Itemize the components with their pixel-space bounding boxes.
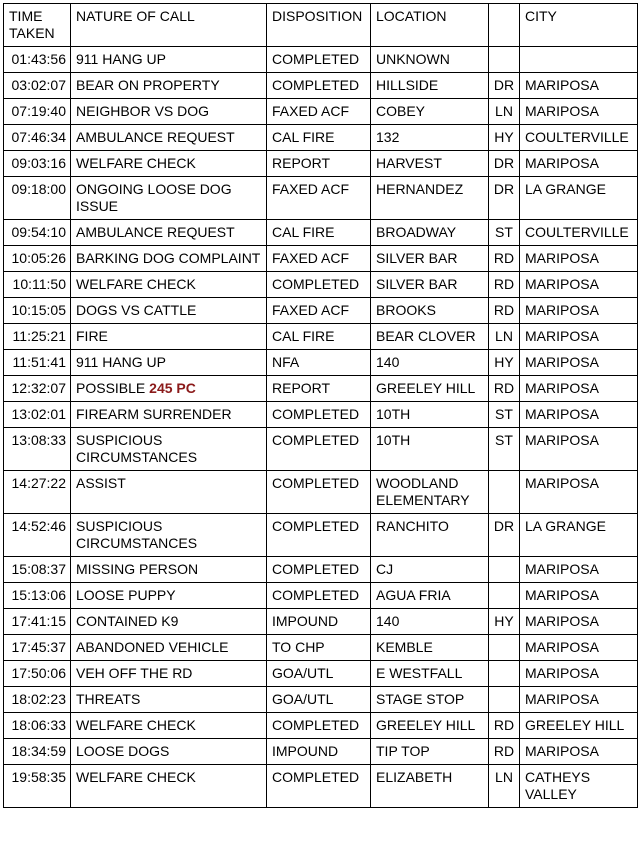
cell-disposition: COMPLETED	[267, 713, 371, 739]
nature-text: WELFARE CHECK	[76, 155, 196, 171]
header-city: CITY	[520, 4, 638, 47]
table-row	[4, 635, 638, 661]
cell-nature	[71, 125, 267, 151]
cell-disposition: CAL FIRE	[267, 125, 371, 151]
cell-disposition: FAXED ACF	[267, 177, 371, 220]
table-row	[4, 514, 638, 557]
cell-nature	[71, 713, 267, 739]
table-row	[4, 402, 638, 428]
table-row	[4, 246, 638, 272]
cell-nature	[71, 635, 267, 661]
cell-suffix	[489, 687, 520, 713]
cell-location: HILLSIDE	[371, 73, 489, 99]
cell-suffix: DR	[489, 73, 520, 99]
cell-location: COBEY	[371, 99, 489, 125]
cell-disposition: COMPLETED	[267, 514, 371, 557]
cell-suffix: ST	[489, 428, 520, 471]
cell-location: RANCHITO	[371, 514, 489, 557]
cell-suffix: RD	[489, 246, 520, 272]
cell-time: 11:51:41	[4, 350, 71, 376]
cell-suffix: ST	[489, 402, 520, 428]
cell-city: MARIPOSA	[520, 402, 638, 428]
cell-suffix: RD	[489, 272, 520, 298]
cell-disposition: REPORT	[267, 376, 371, 402]
cell-time: 09:18:00	[4, 177, 71, 220]
nature-text: ABANDONED VEHICLE	[76, 639, 229, 655]
header-suffix	[489, 4, 520, 47]
table-row	[4, 713, 638, 739]
header-row	[4, 4, 638, 47]
nature-text: WELFARE CHECK	[76, 717, 196, 733]
cell-nature	[71, 272, 267, 298]
cell-suffix	[489, 661, 520, 687]
cell-suffix	[489, 557, 520, 583]
cell-nature	[71, 350, 267, 376]
table-row	[4, 583, 638, 609]
cell-location: GREELEY HILL	[371, 713, 489, 739]
cell-location: GREELEY HILL	[371, 376, 489, 402]
cell-time: 10:15:05	[4, 298, 71, 324]
cell-suffix: RD	[489, 376, 520, 402]
cell-suffix: HY	[489, 350, 520, 376]
cell-nature	[71, 246, 267, 272]
cell-suffix	[489, 583, 520, 609]
cell-location: TIP TOP	[371, 739, 489, 765]
table-row	[4, 220, 638, 246]
cell-suffix	[489, 471, 520, 514]
cell-suffix: RD	[489, 739, 520, 765]
cell-city: MARIPOSA	[520, 246, 638, 272]
nature-text: THREATS	[76, 691, 141, 707]
cell-city: LA GRANGE	[520, 514, 638, 557]
penal-code: 245 PC	[149, 380, 196, 396]
cell-city: MARIPOSA	[520, 557, 638, 583]
cell-disposition: CAL FIRE	[267, 220, 371, 246]
nature-text: WELFARE CHECK	[76, 276, 196, 292]
call-log	[3, 3, 638, 808]
cell-disposition: FAXED ACF	[267, 298, 371, 324]
nature-text: LOOSE DOGS	[76, 743, 170, 759]
table-row	[4, 73, 638, 99]
cell-time: 13:02:01	[4, 402, 71, 428]
cell-time: 17:45:37	[4, 635, 71, 661]
cell-suffix: RD	[489, 298, 520, 324]
cell-time: 07:46:34	[4, 125, 71, 151]
table-row	[4, 687, 638, 713]
table-row	[4, 376, 638, 402]
cell-city: GREELEY HILL	[520, 713, 638, 739]
cell-disposition: GOA/UTL	[267, 661, 371, 687]
table-row	[4, 428, 638, 471]
cell-suffix	[489, 47, 520, 73]
cell-time: 15:13:06	[4, 583, 71, 609]
cell-location: 10TH	[371, 402, 489, 428]
cell-disposition: COMPLETED	[267, 428, 371, 471]
cell-suffix: LN	[489, 765, 520, 808]
cell-location: KEMBLE	[371, 635, 489, 661]
table-row	[4, 739, 638, 765]
cell-city	[520, 47, 638, 73]
cell-suffix: LN	[489, 324, 520, 350]
nature-text: CONTAINED K9	[76, 613, 179, 629]
cell-disposition: COMPLETED	[267, 47, 371, 73]
nature-text: BEAR ON PROPERTY	[76, 77, 220, 93]
cell-city: MARIPOSA	[520, 661, 638, 687]
cell-location: AGUA FRIA	[371, 583, 489, 609]
cell-city: LA GRANGE	[520, 177, 638, 220]
cell-time: 18:34:59	[4, 739, 71, 765]
cell-nature	[71, 73, 267, 99]
cell-city: MARIPOSA	[520, 272, 638, 298]
cell-time: 18:02:23	[4, 687, 71, 713]
cell-location: 10TH	[371, 428, 489, 471]
cell-nature	[71, 765, 267, 808]
nature-text: POSSIBLE	[76, 380, 150, 396]
table-row	[4, 324, 638, 350]
cell-city: CATHEYS VALLEY	[520, 765, 638, 808]
nature-text: AMBULANCE REQUEST	[76, 224, 235, 240]
cell-time: 11:25:21	[4, 324, 71, 350]
cell-nature	[71, 151, 267, 177]
cell-location: BEAR CLOVER	[371, 324, 489, 350]
table-row	[4, 471, 638, 514]
cell-nature	[71, 324, 267, 350]
header-location: LOCATION	[371, 4, 489, 47]
table-row	[4, 99, 638, 125]
cell-nature	[71, 298, 267, 324]
nature-text: MISSING PERSON	[76, 561, 199, 577]
cell-city: MARIPOSA	[520, 739, 638, 765]
cell-nature	[71, 428, 267, 471]
cell-nature	[71, 471, 267, 514]
cell-time: 10:05:26	[4, 246, 71, 272]
cell-city: MARIPOSA	[520, 583, 638, 609]
cell-city: MARIPOSA	[520, 99, 638, 125]
cell-city: MARIPOSA	[520, 428, 638, 471]
nature-text: WELFARE CHECK	[76, 769, 196, 785]
cell-suffix: DR	[489, 514, 520, 557]
header-disposition: DISPOSITION	[267, 4, 371, 47]
cell-disposition: NFA	[267, 350, 371, 376]
cell-city: MARIPOSA	[520, 635, 638, 661]
cell-city: COULTERVILLE	[520, 220, 638, 246]
cell-time: 12:32:07	[4, 376, 71, 402]
cell-time: 19:58:35	[4, 765, 71, 808]
cell-location: 140	[371, 350, 489, 376]
cell-nature	[71, 583, 267, 609]
cell-disposition: COMPLETED	[267, 402, 371, 428]
table-row	[4, 177, 638, 220]
cell-city: MARIPOSA	[520, 376, 638, 402]
call-log-table	[3, 3, 638, 808]
nature-text: VEH OFF THE RD	[76, 665, 193, 681]
cell-time: 09:03:16	[4, 151, 71, 177]
table-row	[4, 350, 638, 376]
cell-disposition: FAXED ACF	[267, 99, 371, 125]
table-row	[4, 765, 638, 808]
cell-disposition: IMPOUND	[267, 609, 371, 635]
cell-location: SILVER BAR	[371, 272, 489, 298]
cell-disposition: REPORT	[267, 151, 371, 177]
cell-location: BROOKS	[371, 298, 489, 324]
cell-disposition: FAXED ACF	[267, 246, 371, 272]
cell-city: MARIPOSA	[520, 609, 638, 635]
cell-disposition: IMPOUND	[267, 739, 371, 765]
nature-text: DOGS VS CATTLE	[76, 302, 197, 318]
table-row	[4, 272, 638, 298]
cell-suffix: HY	[489, 609, 520, 635]
cell-time: 03:02:07	[4, 73, 71, 99]
table-row	[4, 661, 638, 687]
table-body	[4, 47, 638, 808]
cell-nature	[71, 220, 267, 246]
cell-time: 10:11:50	[4, 272, 71, 298]
cell-time: 17:41:15	[4, 609, 71, 635]
cell-disposition: COMPLETED	[267, 583, 371, 609]
cell-city: MARIPOSA	[520, 151, 638, 177]
table-row	[4, 47, 638, 73]
nature-text: 911 HANG UP	[76, 51, 166, 67]
cell-suffix	[489, 635, 520, 661]
cell-suffix: LN	[489, 99, 520, 125]
cell-location: WOODLAND ELEMENTARY	[371, 471, 489, 514]
cell-time: 09:54:10	[4, 220, 71, 246]
cell-disposition: GOA/UTL	[267, 687, 371, 713]
cell-time: 17:50:06	[4, 661, 71, 687]
header-time: TIME TAKEN	[4, 4, 71, 47]
table-row	[4, 557, 638, 583]
cell-city: MARIPOSA	[520, 350, 638, 376]
cell-location: SILVER BAR	[371, 246, 489, 272]
cell-location: BROADWAY	[371, 220, 489, 246]
cell-city: MARIPOSA	[520, 687, 638, 713]
cell-city: MARIPOSA	[520, 73, 638, 99]
nature-text: AMBULANCE REQUEST	[76, 129, 235, 145]
nature-text: ONGOING LOOSE DOG ISSUE	[76, 181, 232, 214]
cell-location: CJ	[371, 557, 489, 583]
cell-location: ELIZABETH	[371, 765, 489, 808]
cell-location: 132	[371, 125, 489, 151]
cell-city: COULTERVILLE	[520, 125, 638, 151]
cell-nature	[71, 739, 267, 765]
cell-location: HARVEST	[371, 151, 489, 177]
cell-disposition: COMPLETED	[267, 272, 371, 298]
cell-time: 14:27:22	[4, 471, 71, 514]
cell-time: 14:52:46	[4, 514, 71, 557]
cell-suffix: HY	[489, 125, 520, 151]
nature-text: NEIGHBOR VS DOG	[76, 103, 210, 119]
cell-nature	[71, 609, 267, 635]
table-row	[4, 609, 638, 635]
cell-city: MARIPOSA	[520, 471, 638, 514]
cell-time: 15:08:37	[4, 557, 71, 583]
cell-nature	[71, 687, 267, 713]
cell-time: 01:43:56	[4, 47, 71, 73]
nature-text: SUSPICIOUS CIRCUMSTANCES	[76, 518, 198, 551]
cell-location: HERNANDEZ	[371, 177, 489, 220]
nature-text: FIRE	[76, 328, 108, 344]
cell-suffix: DR	[489, 151, 520, 177]
cell-disposition: COMPLETED	[267, 557, 371, 583]
cell-nature	[71, 177, 267, 220]
cell-time: 18:06:33	[4, 713, 71, 739]
cell-suffix: ST	[489, 220, 520, 246]
cell-city: MARIPOSA	[520, 324, 638, 350]
cell-nature	[71, 557, 267, 583]
table-row	[4, 298, 638, 324]
table-row	[4, 125, 638, 151]
cell-location: E WESTFALL	[371, 661, 489, 687]
nature-text: SUSPICIOUS CIRCUMSTANCES	[76, 432, 198, 465]
cell-disposition: COMPLETED	[267, 765, 371, 808]
cell-location: UNKNOWN	[371, 47, 489, 73]
cell-nature	[71, 661, 267, 687]
cell-disposition: TO CHP	[267, 635, 371, 661]
cell-time: 07:19:40	[4, 99, 71, 125]
cell-suffix: DR	[489, 177, 520, 220]
cell-time: 13:08:33	[4, 428, 71, 471]
nature-text: FIREARM SURRENDER	[76, 406, 232, 422]
cell-nature	[71, 402, 267, 428]
nature-text: ASSIST	[76, 475, 126, 491]
header-nature: NATURE OF CALL	[71, 4, 267, 47]
cell-disposition: CAL FIRE	[267, 324, 371, 350]
cell-location: STAGE STOP	[371, 687, 489, 713]
cell-nature	[71, 47, 267, 73]
table-row	[4, 151, 638, 177]
cell-nature	[71, 376, 267, 402]
cell-location: 140	[371, 609, 489, 635]
nature-text: LOOSE PUPPY	[76, 587, 176, 603]
nature-text: BARKING DOG COMPLAINT	[76, 250, 261, 266]
cell-suffix: RD	[489, 713, 520, 739]
cell-nature	[71, 99, 267, 125]
nature-text: 911 HANG UP	[76, 354, 166, 370]
cell-disposition: COMPLETED	[267, 73, 371, 99]
cell-nature	[71, 514, 267, 557]
cell-disposition: COMPLETED	[267, 471, 371, 514]
cell-city: MARIPOSA	[520, 298, 638, 324]
